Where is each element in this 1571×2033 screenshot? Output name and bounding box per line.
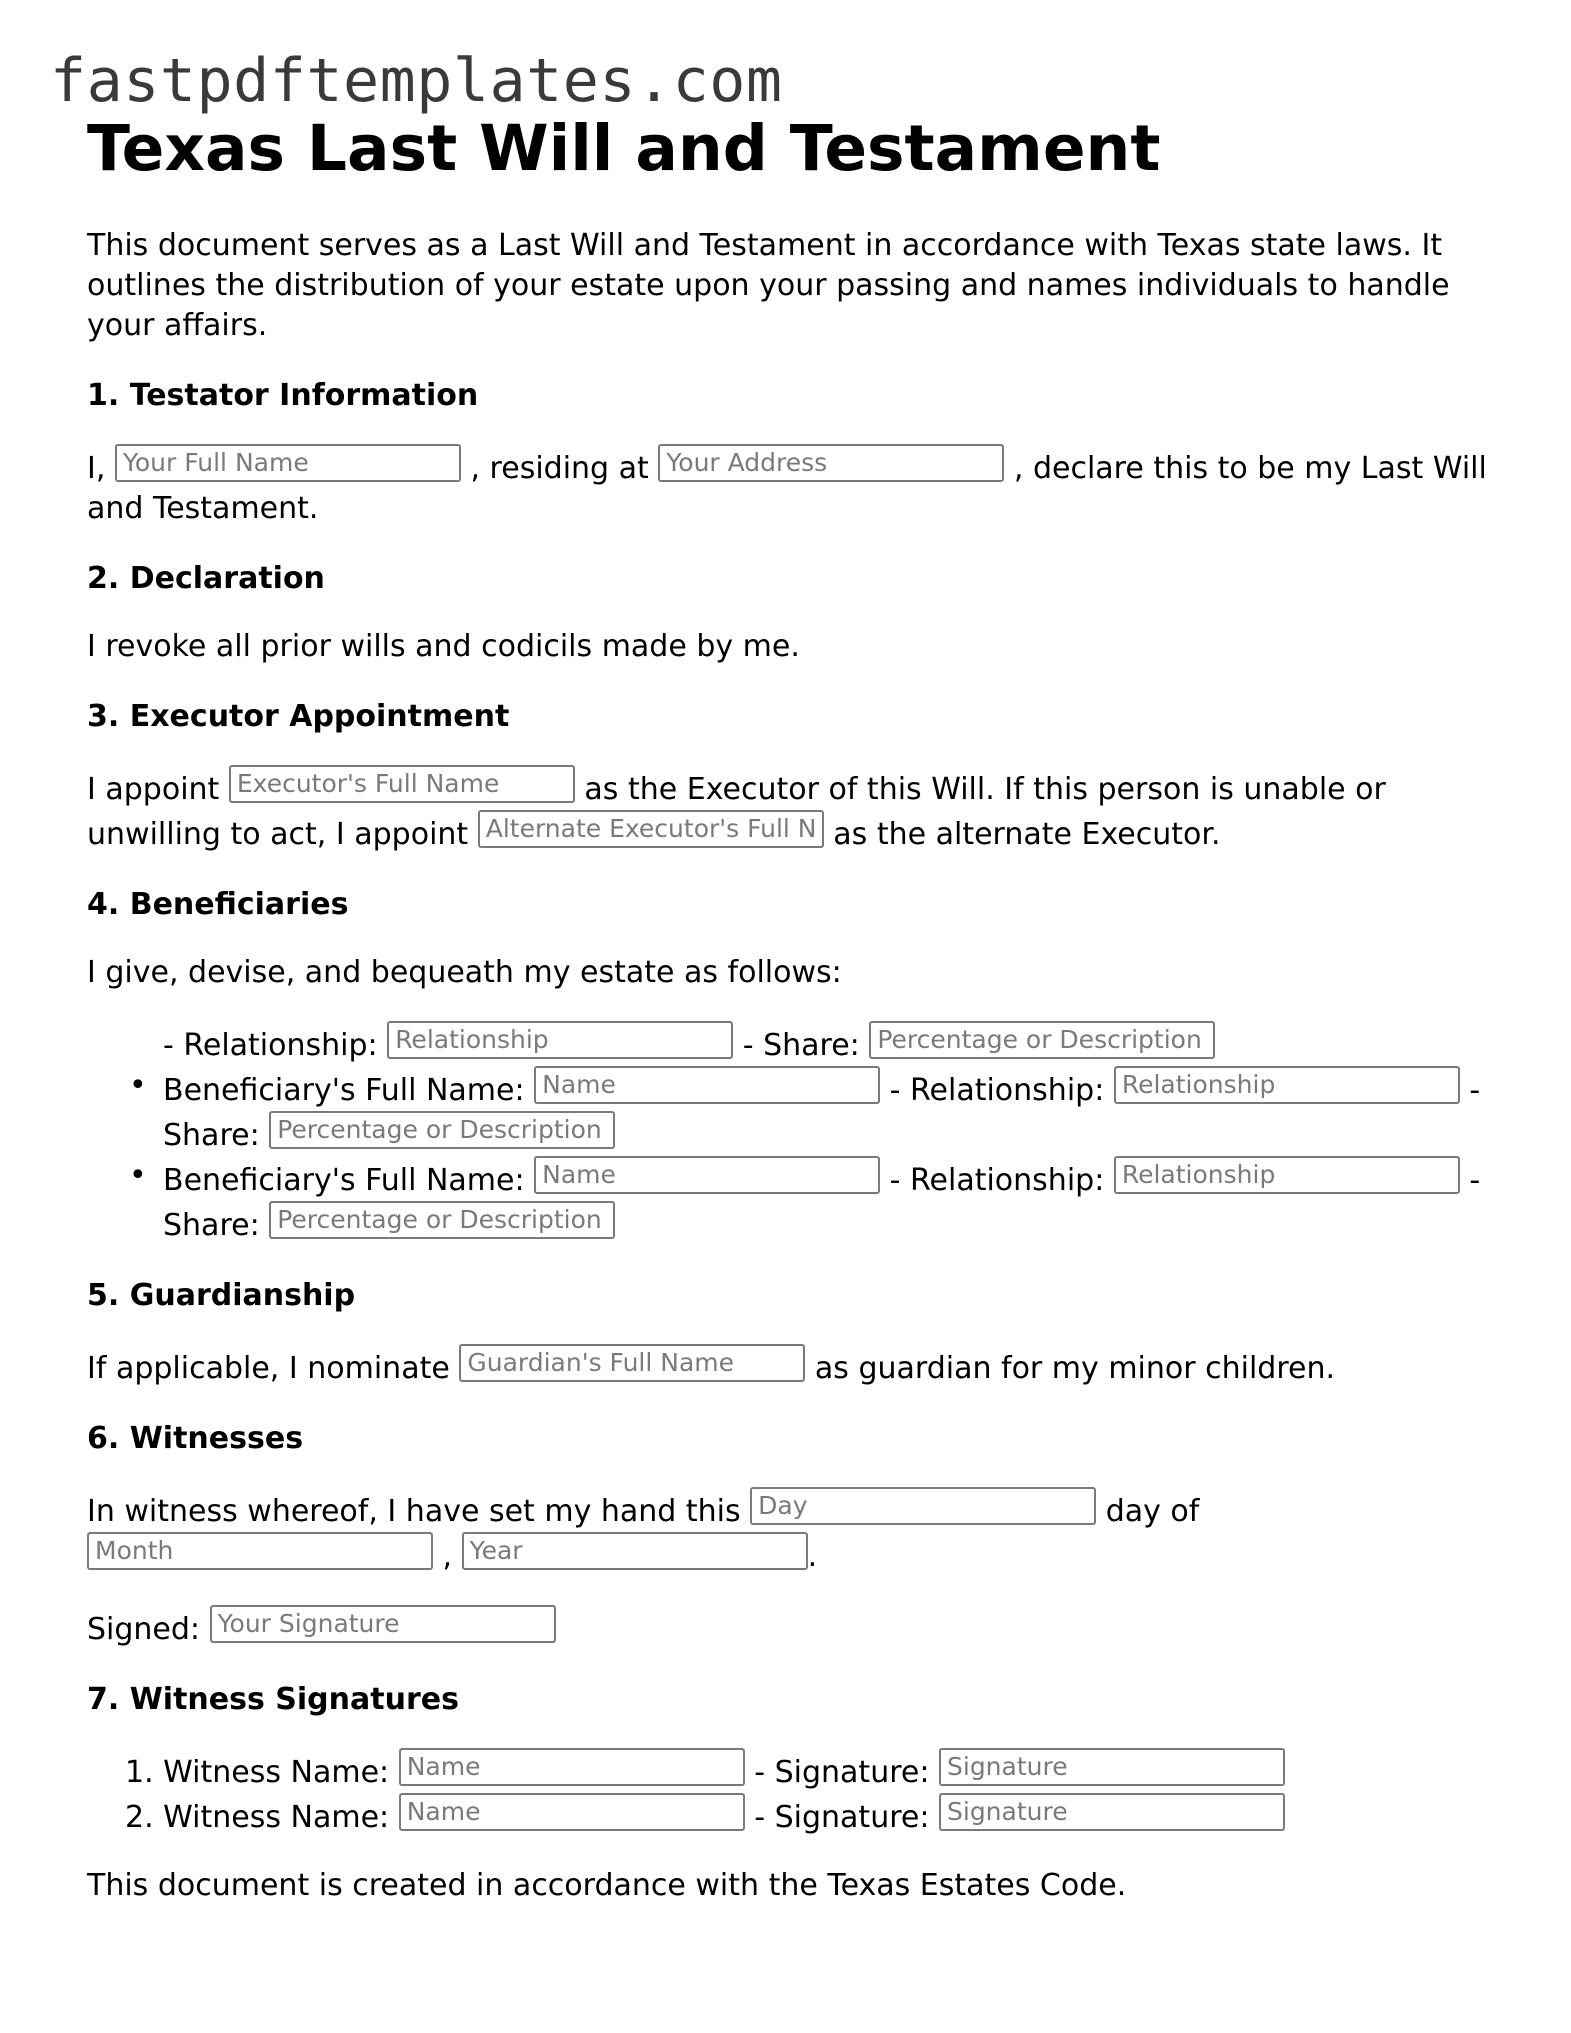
witness-signature-label: - Signature: (754, 1800, 930, 1835)
section-heading-testator: 1. Testator Information (87, 378, 479, 413)
beneficiary-name-label: Beneficiary's Full Name: (163, 1073, 525, 1108)
testator-suffix: , declare this to be my Last Will and Testament. (87, 451, 1487, 526)
section-heading-witnesses: 6. Witnesses (87, 1421, 304, 1456)
beneficiary-name-label: Beneficiary's Full Name: (163, 1163, 525, 1198)
beneficiary-list (87, 1021, 1487, 1246)
witness-name-label: Witness Name: (163, 1755, 390, 1790)
testator-prefix: I, (87, 451, 106, 486)
witness-signature-field[interactable]: Signature (939, 1748, 1285, 1786)
list-item (129, 1066, 1487, 1156)
witness-name-field[interactable]: Name (399, 1793, 745, 1831)
share-field[interactable]: Percentage or Description (269, 1111, 615, 1149)
year-field[interactable]: Year (462, 1532, 808, 1570)
testator-paragraph (87, 444, 1487, 529)
bullet-icon: • (129, 1158, 147, 1193)
executor-name-field[interactable]: Executor's Full Name (229, 765, 575, 803)
witness-number: 1. (125, 1755, 154, 1790)
witness-number: 2. (125, 1800, 154, 1835)
guardianship-suffix: as guardian for my minor children. (814, 1351, 1336, 1386)
section-heading-guardianship: 5. Guardianship (87, 1278, 356, 1313)
share-field[interactable]: Percentage or Description (269, 1201, 615, 1239)
month-field[interactable]: Month (87, 1532, 433, 1570)
executor-middle: as the Executor of this Will. If this person is unable or unwilling to act, I appoint (87, 772, 1386, 852)
signed-paragraph (87, 1605, 1487, 1650)
guardianship-paragraph (87, 1344, 1487, 1389)
witness-signature-field[interactable]: Signature (939, 1793, 1285, 1831)
list-item (125, 1748, 1487, 1793)
relationship-label: - Relationship: (163, 1028, 378, 1063)
watermark: fastpdftemplates.com (50, 46, 783, 116)
day-of-text: day of (1105, 1494, 1200, 1529)
relationship-field[interactable]: Relationship (387, 1021, 733, 1059)
share-field[interactable]: Percentage or Description (869, 1021, 1215, 1059)
executor-suffix: as the alternate Executor. (833, 817, 1221, 852)
guardianship-prefix: If applicable, I nominate (87, 1351, 450, 1386)
testator-middle: , residing at (470, 451, 649, 486)
signature-field[interactable]: Your Signature (210, 1605, 556, 1643)
beneficiary-name-field[interactable]: Name (534, 1066, 880, 1104)
declaration-text: I revoke all prior wills and codicils made by me. (87, 629, 800, 664)
relationship-label: - Relationship: (889, 1073, 1105, 1108)
bullet-icon: • (129, 1068, 147, 1103)
share-label: - Share: (163, 1073, 1481, 1153)
witness-prefix: In witness whereof, I have set my hand this (87, 1494, 741, 1529)
beneficiary-name-field[interactable]: Name (534, 1156, 880, 1194)
signed-label: Signed: (87, 1612, 201, 1647)
section-heading-beneficiaries: 4. Beneficiaries (87, 887, 349, 922)
share-label: - Share: (742, 1028, 860, 1063)
footer-text: This document is created in accordance with the Texas Estates Code. (87, 1868, 1127, 1903)
executor-paragraph (87, 765, 1487, 855)
section-heading-executor: 3. Executor Appointment (87, 699, 510, 734)
witness-name-field[interactable]: Name (399, 1748, 745, 1786)
comma-text: , (442, 1539, 453, 1574)
will-document (87, 110, 1487, 1906)
section-heading-witness-signatures: 7. Witness Signatures (87, 1682, 459, 1717)
relationship-label: - Relationship: (889, 1163, 1105, 1198)
page-title: Texas Last Will and Testament (87, 112, 1161, 185)
guardian-name-field[interactable]: Guardian's Full Name (459, 1344, 805, 1382)
witness-signature-label: - Signature: (754, 1755, 930, 1790)
testator-name-field[interactable]: Your Full Name (115, 444, 461, 482)
day-field[interactable]: Day (750, 1487, 1096, 1525)
witness-list (87, 1748, 1487, 1838)
alternate-executor-field[interactable]: Alternate Executor's Full N (478, 810, 824, 848)
beneficiaries-intro: I give, devise, and bequeath my estate as follows: (87, 955, 842, 990)
relationship-field[interactable]: Relationship (1114, 1066, 1460, 1104)
testator-address-field[interactable]: Your Address (658, 444, 1004, 482)
intro-paragraph: This document serves as a Last Will and Testament in accordance with Texas state laws. It outlines the distribution of your estate upon your passing and names individuals to handle your affairs. (87, 228, 1450, 343)
section-heading-declaration: 2. Declaration (87, 561, 325, 596)
period-text: . (807, 1539, 818, 1574)
witness-date-paragraph (87, 1487, 1487, 1577)
list-item (163, 1021, 1487, 1066)
list-item (125, 1793, 1487, 1838)
witness-name-label: Witness Name: (163, 1800, 390, 1835)
share-label: - Share: (163, 1163, 1481, 1243)
list-item (129, 1156, 1487, 1246)
relationship-field[interactable]: Relationship (1114, 1156, 1460, 1194)
executor-prefix: I appoint (87, 772, 220, 807)
